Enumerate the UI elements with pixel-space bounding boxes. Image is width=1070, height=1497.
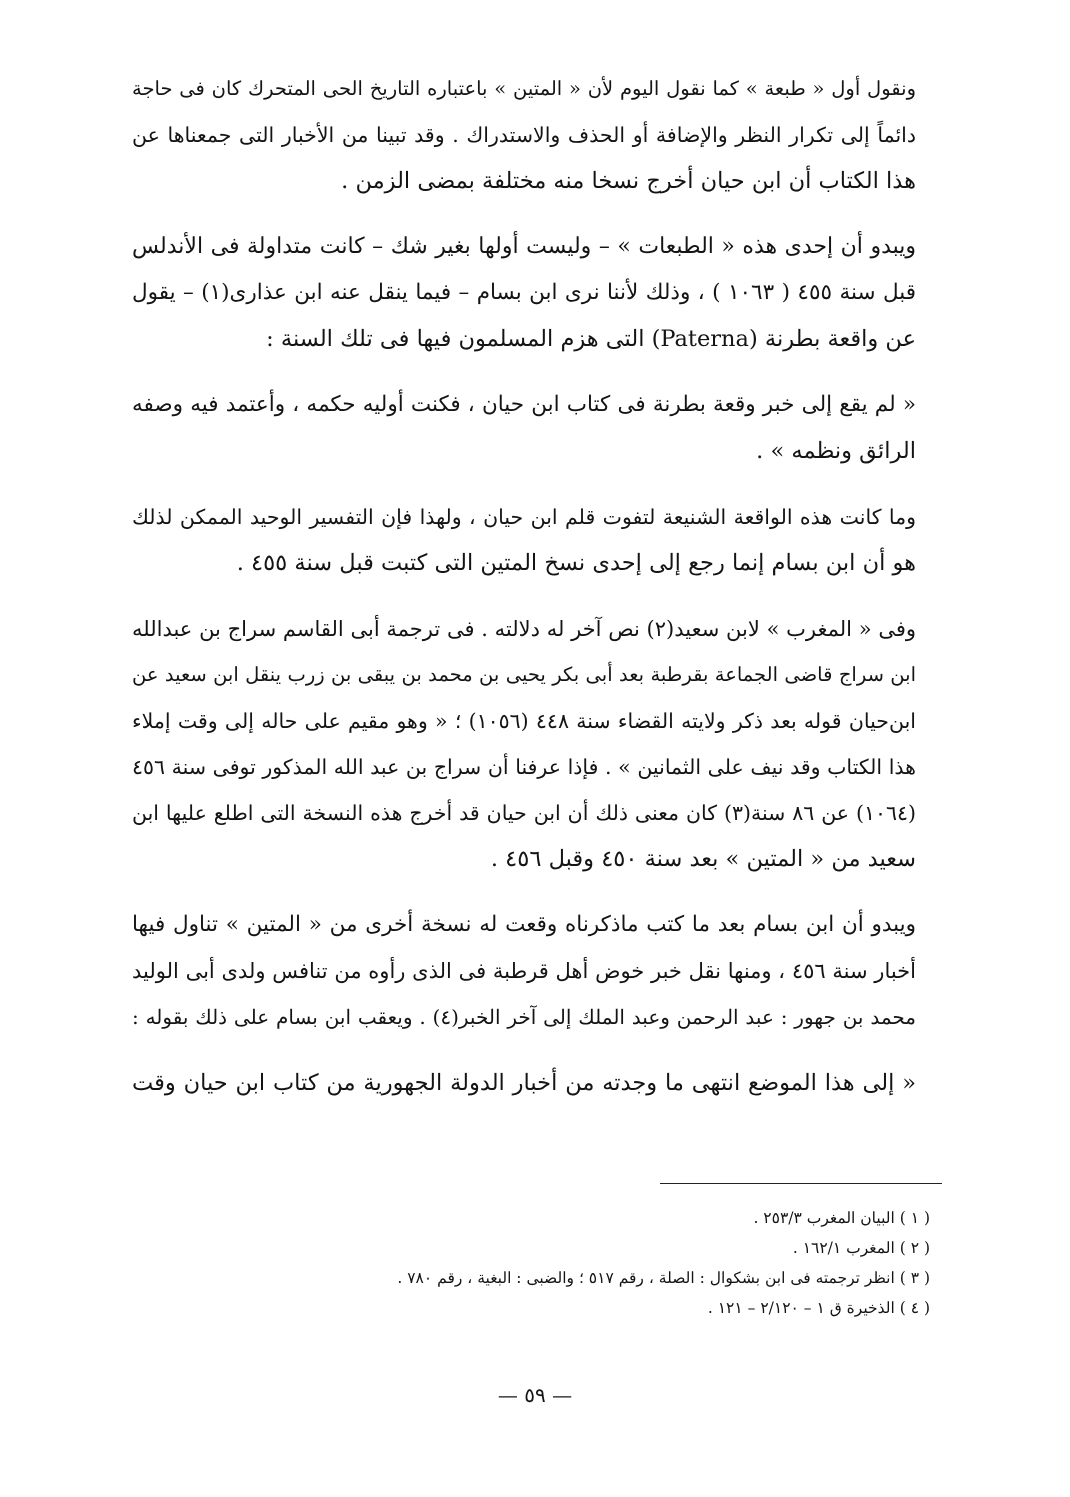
paragraph-1 (132, 66, 944, 204)
text-line: ابن سراج قاضى الجماعة بقرطبة بعد أبى بكر يحيى بن محمد بن يبقى بن زرب ينقل ابن سعيد عن (132, 663, 916, 686)
paragraph-5 (132, 606, 944, 882)
paragraph-2 (132, 224, 944, 362)
text-line: ويبدو أن ابن بسام بعد ما كتب ماذكرناه وقعت له نسخة أخرى من « المتين » تناول فيها (132, 912, 916, 937)
text-line: ابن‌حيان قوله بعد ذكر ولايته القضاء سنة ٤٤٨ (١٠٥٦) ؛ « وهو مقيم على حاله إلى وقت إملاء (132, 709, 916, 733)
text-line: هذا الكتاب وقد نيف على الثمانين » . فإذا عرفنا أن سراج بن عبد الله المذكور توفى سنة ٤٥٦ (132, 755, 916, 779)
footnotes (170, 1203, 930, 1323)
text-line: هو أن ابن بسام إنما رجع إلى إحدى نسخ المتين التى كتبت قبل سنة ٤٥٥ . (236, 550, 916, 576)
text-line: أخبار سنة ٤٥٦ ، ومنها نقل خبر خوض أهل قرطبة فى الذى رأوه من تنافس ولدى أبى الوليد (132, 959, 917, 983)
page-number: — ٥٩ — (497, 1383, 573, 1407)
text-line: « إلى هذا الموضع انتهى ما وجدته من أخبار الدولة الجهورية من كتاب ابن حيان وقت (132, 1070, 916, 1096)
text-line: هذا الكتاب أن ابن حيان أخرج نسخا منه مختلفة بمضى الزمن . (341, 168, 916, 194)
paragraph-4 (132, 494, 944, 586)
text-line: وفى « المغرب » لابن سعيد(٢) نص آخر له دلالته . فى ترجمة أبى القاسم سراج بن عبدالله (132, 617, 917, 641)
text-line: قبل سنة ٤٥٥ ( ١٠٦٣ ) ، وذلك لأننا نرى ابن بسام – فيما ينقل عنه ابن عذارى(١) – يقول (132, 280, 916, 305)
text-line: « لم يقع إلى خبر وقعة بطرنة فى كتاب ابن حيان ، فكنت أوليه حكمه ، وأعتمد فيه وصفه (132, 392, 916, 417)
footnote-4: ( ٤ ) الذخيرة ق ١ – ٢/١٢٠ – ١٢١ . (707, 1299, 930, 1317)
text-line: الرائق ونظمه » . (756, 438, 916, 464)
footnote-divider (660, 1183, 942, 1184)
footnote-1: ( ١ ) البيان المغرب ٢٥٣/٣ . (753, 1209, 930, 1227)
main-text (132, 66, 944, 1106)
paragraph-7-quote (132, 1060, 944, 1106)
text-line: دائماً إلى تكرار النظر والإضافة أو الحذف والاستدراك . وقد تبينا من الأخبار التى جمعناها عن (132, 123, 916, 147)
paragraph-3-quote (132, 382, 944, 474)
text-line: سعيد من « المتين » بعد سنة ٤٥٠ وقبل ٤٥٦ . (490, 846, 916, 872)
text-line: ونقول أول « طبعة » كما نقول اليوم لأن « المتين » باعتباره التاريخ الحى المتحرك كان فى حاجة (132, 77, 916, 100)
text-line: عن واقعة بطرنة (Paterna) التى هزم المسلمون فيها فى تلك السنة : (266, 326, 916, 352)
text-line: ويبدو أن إحدى هذه « الطبعات » – وليست أولها بغير شك – كانت متداولة فى الأندلس (132, 234, 916, 259)
text-line: وما كانت هذه الواقعة الشنيعة لتفوت قلم ابن حيان ، ولهذا فإن التفسير الوحيد الممكن لذلك (132, 505, 916, 529)
paragraph-6 (132, 902, 944, 1040)
footnote-3: ( ٣ ) انظر ترجمته فى ابن بشكوال : الصلة ، رقم ٥١٧ ؛ والضبى : البغية ، رقم ٧٨٠ . (397, 1269, 930, 1287)
text-line: محمد بن جهور : عبد الرحمن وعبد الملك إلى آخر الخبر(٤) . ويعقب ابن بسام على ذلك بقوله : (132, 1005, 917, 1029)
text-line: (١٠٦٤) عن ٨٦ سنة(٣) كان معنى ذلك أن ابن حيان قد أخرج هذه النسخة التى اطلع عليها ابن (132, 801, 916, 825)
footnote-2: ( ٢ ) المغرب ١٦٢/١ . (792, 1239, 930, 1257)
